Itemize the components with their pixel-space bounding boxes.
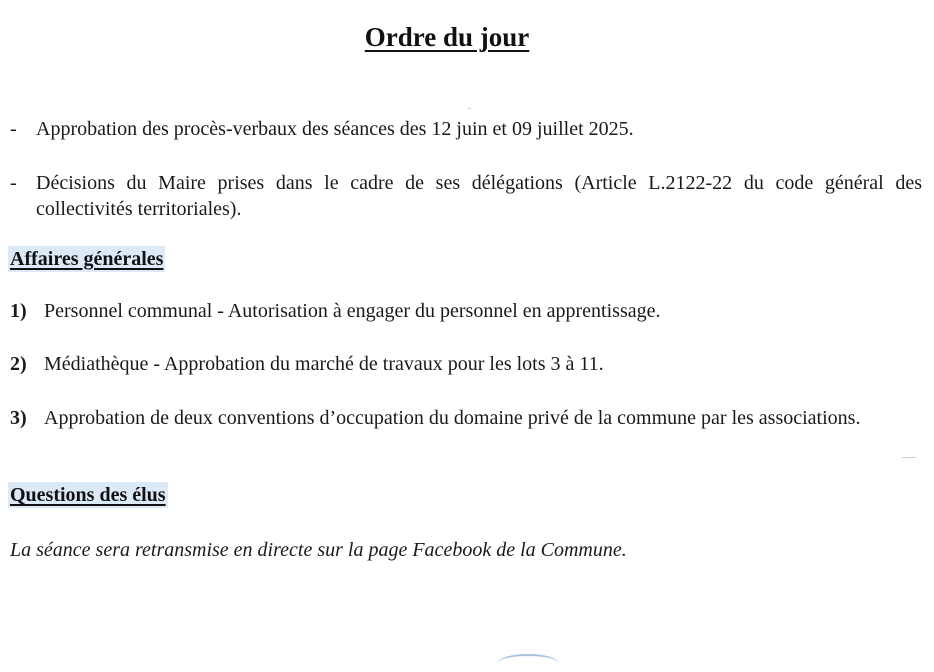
preliminary-item <box>10 116 922 142</box>
scan-speck <box>902 457 916 458</box>
item-text: Médiathèque - Approbation du marché de travaux pour les lots 3 à 11. <box>44 353 604 375</box>
item-text: Personnel communal - Autorisation à engager du personnel en apprentissage. <box>44 300 661 322</box>
item-text: Approbation des procès-verbaux des séances des 12 juin et 09 juillet 2025. <box>36 118 634 140</box>
list-marker: - <box>10 172 17 194</box>
item-number: 3) <box>10 407 27 429</box>
agenda-item <box>10 298 922 324</box>
item-number: 2) <box>10 353 27 375</box>
scan-speck <box>468 108 471 109</box>
item-text: Approbation de deux conventions d’occupation du domaine privé de la commune par les associations. <box>44 407 861 429</box>
preliminary-item <box>10 170 922 222</box>
section-heading-questions-des-elus: Questions des élus <box>10 484 166 506</box>
item-number: 1) <box>10 300 27 322</box>
item-text: Décisions du Maire prises dans le cadre de ses délégations (Article L.2122-22 du code général des collectivités territoriales). <box>36 172 922 220</box>
document-title: Ordre du jour <box>364 22 530 52</box>
agenda-item <box>10 405 922 431</box>
section-heading-affaires-generales: Affaires générales <box>10 248 164 270</box>
agenda-item <box>10 351 922 377</box>
list-marker: - <box>10 118 17 140</box>
stamp-edge-icon <box>498 654 558 672</box>
broadcast-note: La séance sera retransmise en directe sur la page Facebook de la Commune. <box>10 539 627 561</box>
